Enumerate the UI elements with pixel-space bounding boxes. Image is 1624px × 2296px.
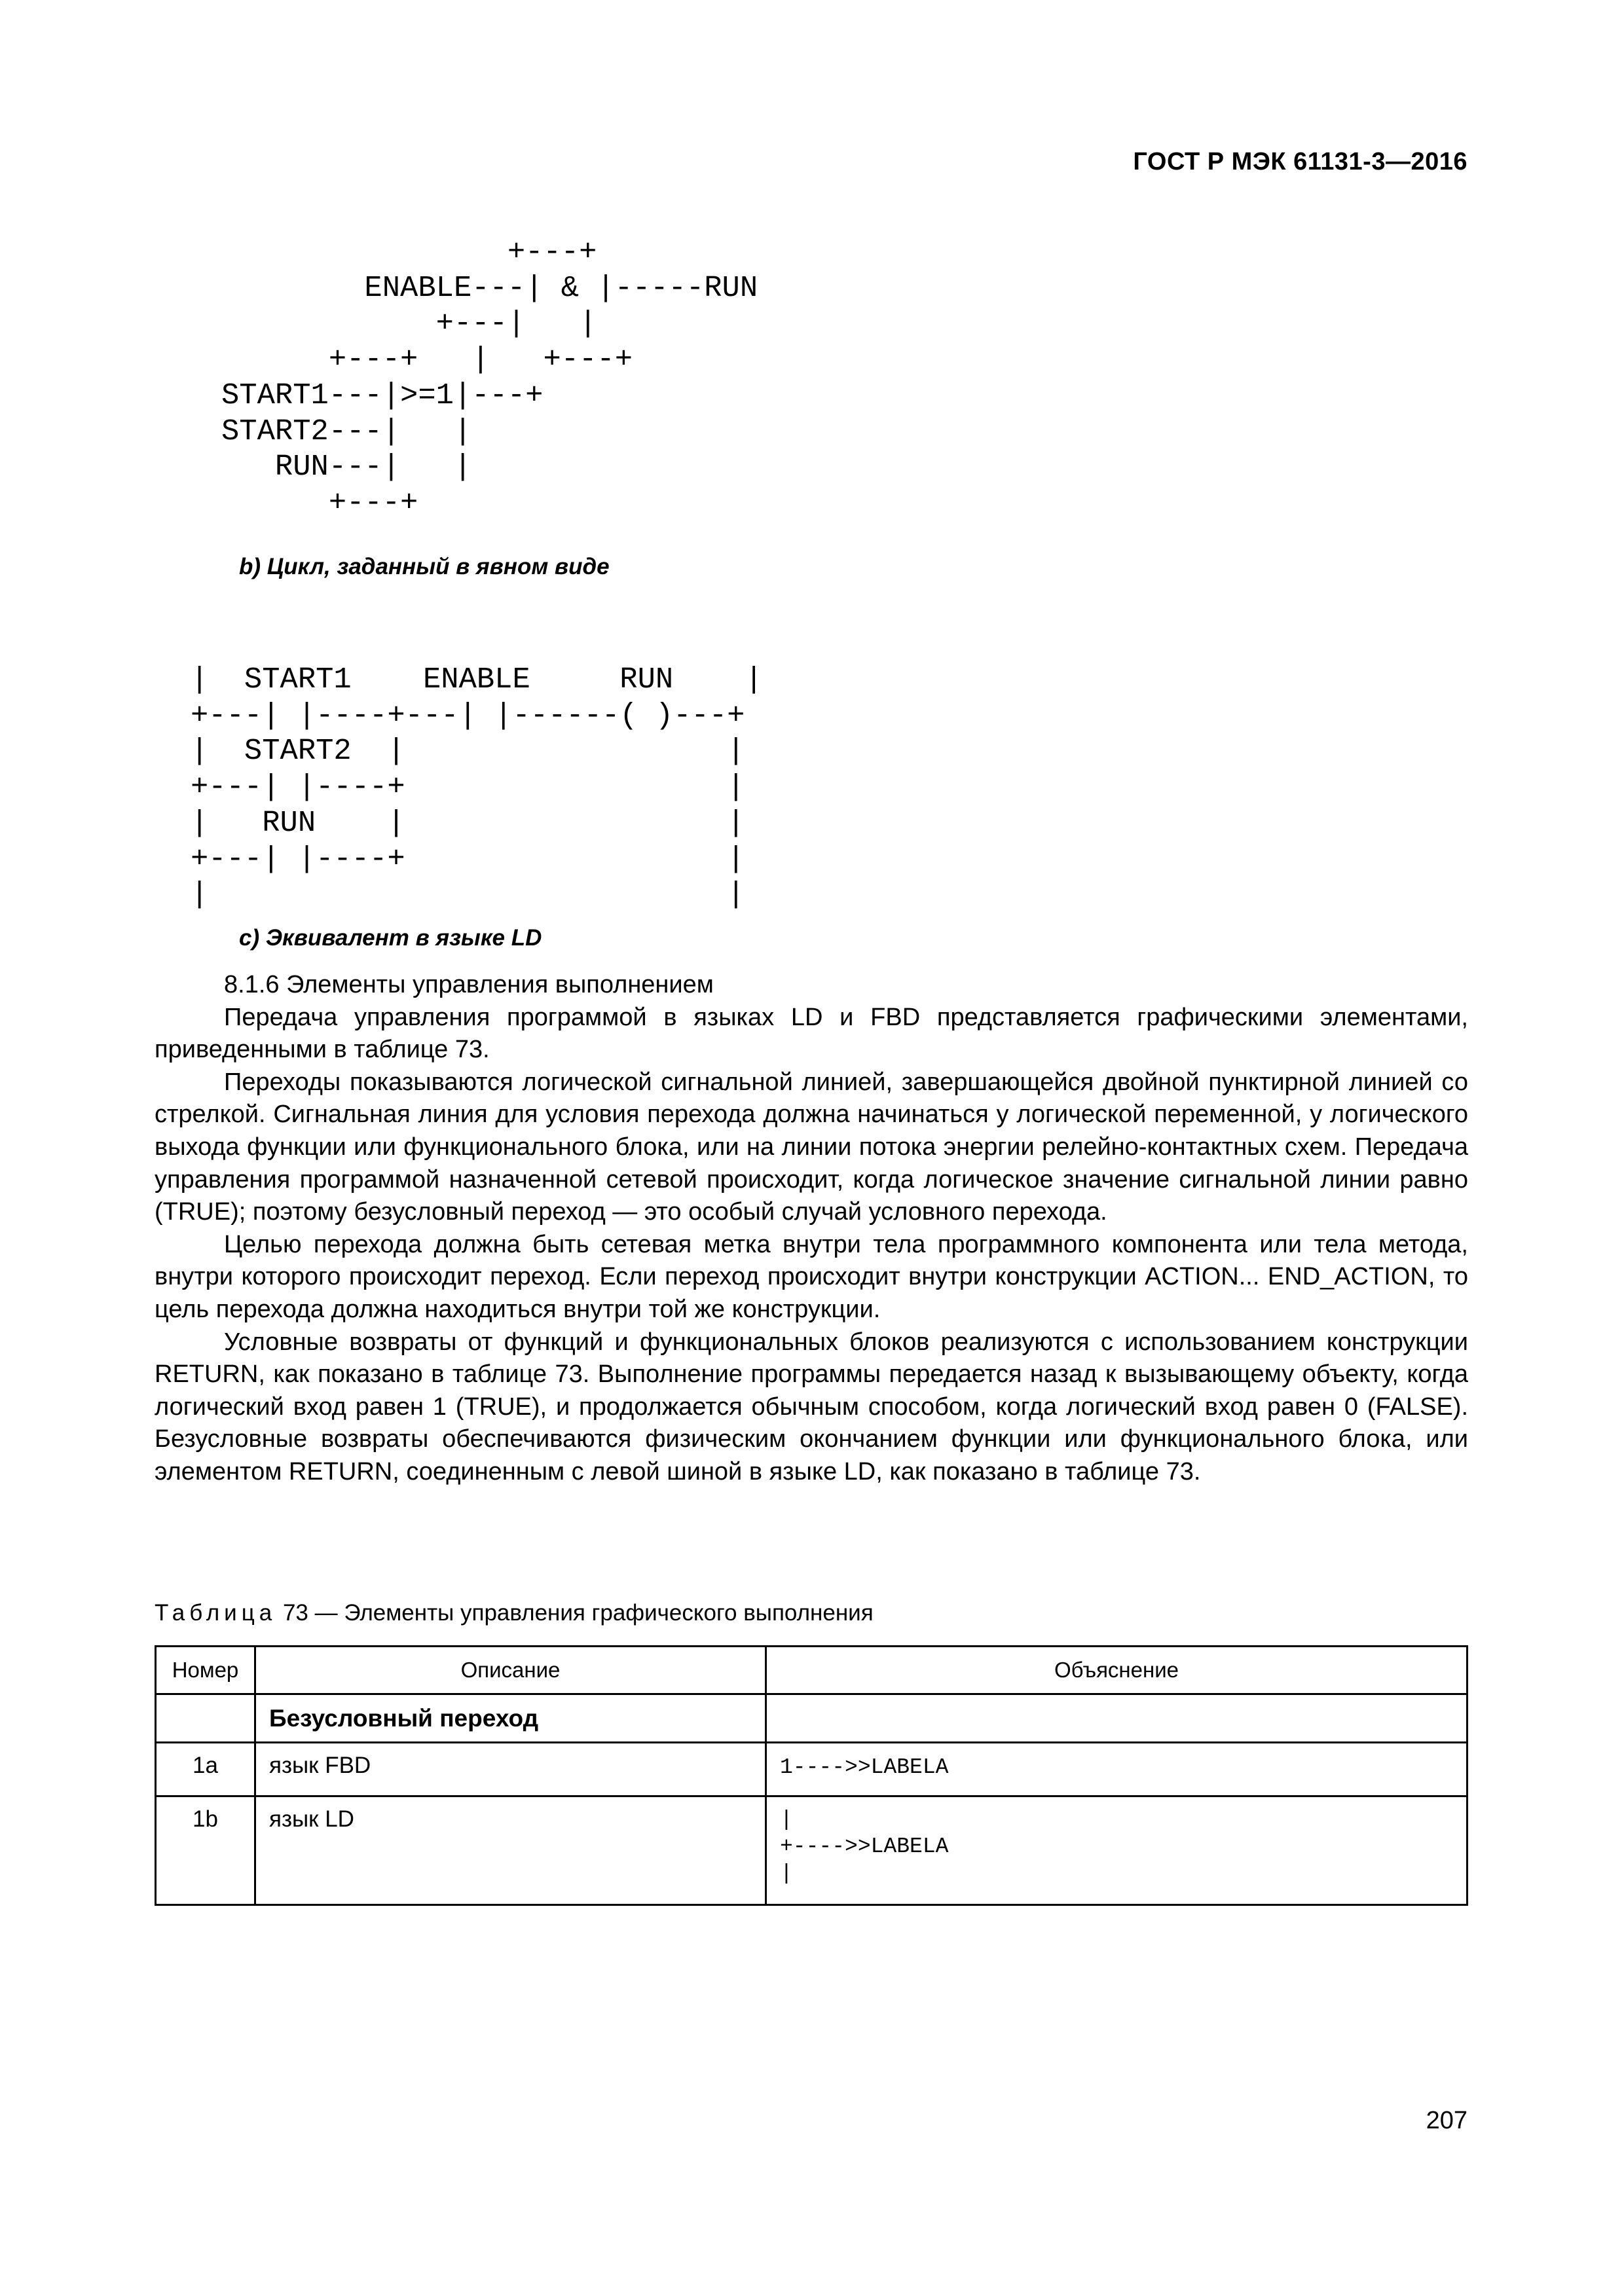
table-title-rest: 73 — Элементы управления графического выполнения xyxy=(276,1600,874,1626)
ld-jump-code: | +---->>LABELA | xyxy=(780,1808,949,1886)
header-explanation: Объяснение xyxy=(766,1647,1467,1694)
fbd-jump-code: 1---->>LABELA xyxy=(780,1755,949,1779)
table-title-prefix: Таблица xyxy=(155,1600,277,1626)
table-title xyxy=(155,1600,874,1626)
fbd-diagram-b: +---+ ENABLE---| & |-----RUN +---| | +---+ | +---+ START1---|>=1|---+ START2---| | RUN---| | +---+ xyxy=(221,235,758,520)
cell-explanation xyxy=(766,1796,1467,1905)
paragraph: Условные возвраты от функций и функциональных блоков реализуются с использованием конструкции RETURN, как показано в таблице 73. Выполнение программы передается назад к вызывающему объекту, когда логический вход равен 1 (TRUE), и продолжается обычным способом, когда логический вход равен 0 (FALSE). Безусловные возвраты обеспечиваются физическим окончанием функции или функционального блока, или элементом RETURN, соединенным с левой шиной в языке LD, как показано в таблице 73. xyxy=(155,1328,1468,1485)
table-73 xyxy=(155,1645,1468,1906)
table-header-row xyxy=(156,1647,1467,1694)
header-number: Номер xyxy=(156,1647,255,1694)
page-number: 207 xyxy=(1426,2107,1467,2134)
figure-caption-c: c) Эквивалент в языке LD xyxy=(239,925,542,951)
document-header: ГОСТ Р МЭК 61131-3—2016 xyxy=(1133,148,1467,175)
section-heading: 8.1.6 Элементы управления выполнением xyxy=(224,971,714,998)
cell-explanation xyxy=(766,1743,1467,1796)
group-label: Безусловный переход xyxy=(255,1694,766,1743)
header-description: Описание xyxy=(255,1647,766,1694)
cell-number: 1b xyxy=(156,1796,255,1905)
cell-explanation xyxy=(766,1694,1467,1743)
cell-description: язык FBD xyxy=(255,1743,766,1796)
table-row xyxy=(156,1743,1467,1796)
table-row xyxy=(156,1796,1467,1905)
ld-diagram-c: | START1 ENABLE RUN | +---| |----+---| |------( )---+ | START2 | | +---| |----+ | | RUN | | +---| |----+ | | | xyxy=(191,663,763,912)
section-body xyxy=(155,969,1468,1489)
table-row xyxy=(156,1694,1467,1743)
paragraph: Переходы показываются логической сигнальной линией, завершающейся двойной пунктирной линией со стрелкой. Сигнальная линия для условия перехода должна начинаться у логической переменной, у логического выхода функции или функционального блока, или на линии потока энергии релейно-контактных схем. Передача управления программой назначенной сетевой происходит, когда логическое значение сигнальной линии равно (TRUE); поэтому безусловный переход — это особый случай условного перехода. xyxy=(155,1068,1468,1226)
cell-description: язык LD xyxy=(255,1796,766,1905)
cell-number: 1a xyxy=(156,1743,255,1796)
paragraph: Целью перехода должна быть сетевая метка внутри тела программного компонента или тела метода, внутри которого происходит переход. Если переход происходит внутри конструкции ACTION... END_ACTION, то цель перехода должна находиться внутри той же конструкции. xyxy=(155,1230,1468,1323)
figure-caption-b: b) Цикл, заданный в явном виде xyxy=(239,554,610,579)
cell-number xyxy=(156,1694,255,1743)
paragraph: Передача управления программой в языках LD и FBD представляется графическими элементами, приведенными в таблице 73. xyxy=(155,1003,1468,1064)
